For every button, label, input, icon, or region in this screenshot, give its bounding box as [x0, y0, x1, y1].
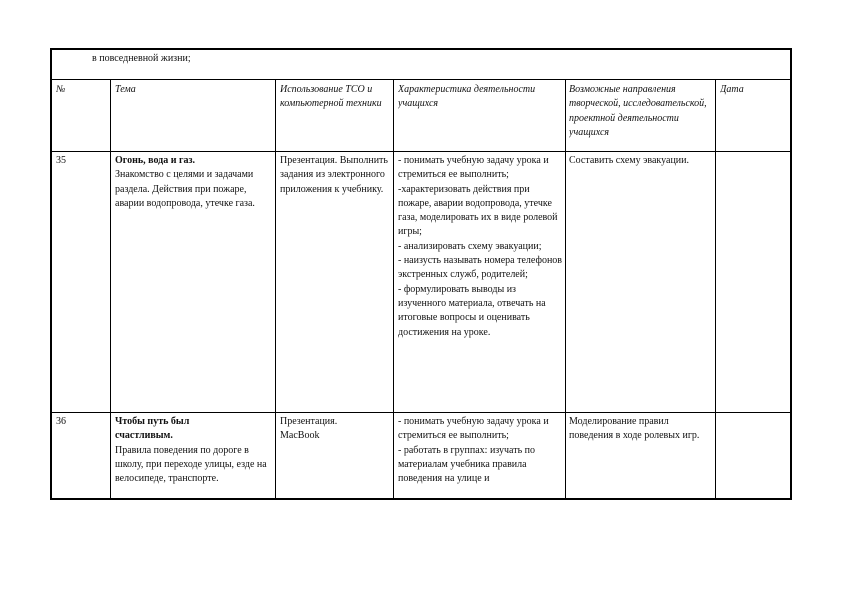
header-topic: Тема: [115, 84, 136, 95]
column-divider: [715, 80, 716, 498]
row-number: 36: [56, 416, 66, 427]
tech-cell: Презентация. Выполнить задания из электронного приложения к учебнику.: [280, 155, 388, 195]
topic-title: Чтобы путь был счастливым.: [115, 416, 190, 442]
activity-item: - формулировать выводы из изученного материала, отвечать на итоговые вопросы и оценивать достижения на уроке.: [398, 283, 546, 338]
column-divider: [393, 80, 394, 498]
header-number: №: [56, 84, 66, 95]
activity-cell: [398, 154, 564, 340]
tech-cell: Презентация. MacBook: [280, 416, 338, 442]
header-tech: Использование ТСО и компьютерной техники: [280, 84, 382, 110]
topic-cell: [115, 415, 273, 500]
activity-item: - анализировать схему эвакуации;: [398, 240, 542, 252]
activity-item: - наизусть называть номера телефонов экстренных служб, родителей;: [398, 255, 563, 281]
row-number: 35: [56, 155, 66, 166]
activity-item: - работать в группах: изучать по материалам учебника правила поведения на улице и: [398, 444, 536, 485]
table-top-row: [52, 50, 790, 80]
activity-item: - понимать учебную задачу урока и стремиться ее выполнить;: [398, 155, 549, 181]
activity-cell: [398, 415, 564, 500]
topic-text: Правила поведения по дороге в школу, при переходе улицы, езде на велосипеде, транспорте.: [115, 444, 267, 485]
row-divider: [52, 412, 790, 413]
column-divider: [275, 80, 276, 498]
header-date: Дата: [720, 84, 744, 95]
column-divider: [565, 80, 566, 498]
header-activity: Характеристика деятельности учащихся: [398, 84, 536, 110]
topic-cell: [115, 154, 273, 211]
topic-title: Огонь, вода и газ.: [115, 155, 196, 166]
topic-text: Знакомство с целями и задачами раздела. Действия при пожаре, аварии водопровода, утечке газа.: [115, 169, 255, 209]
row-divider: [52, 151, 790, 152]
activity-item: - понимать учебную задачу урока и стремиться ее выполнить;: [398, 416, 549, 442]
directions-cell: Составить схему эвакуации.: [569, 155, 689, 166]
header-directions: Возможные направления творческой, исследовательской, проектной деятельности учащихся: [569, 84, 707, 138]
activity-item: -характеризовать действия при пожаре, аварии водопровода, утечке газа, моделировать их в виде ролевой игры;: [398, 183, 558, 238]
top-row-text: в повседневной жизни;: [92, 53, 191, 64]
lesson-plan-table: [50, 48, 792, 500]
column-divider: [110, 80, 111, 498]
directions-cell: Моделирование правил поведения в ходе ролевых игр.: [569, 416, 700, 442]
